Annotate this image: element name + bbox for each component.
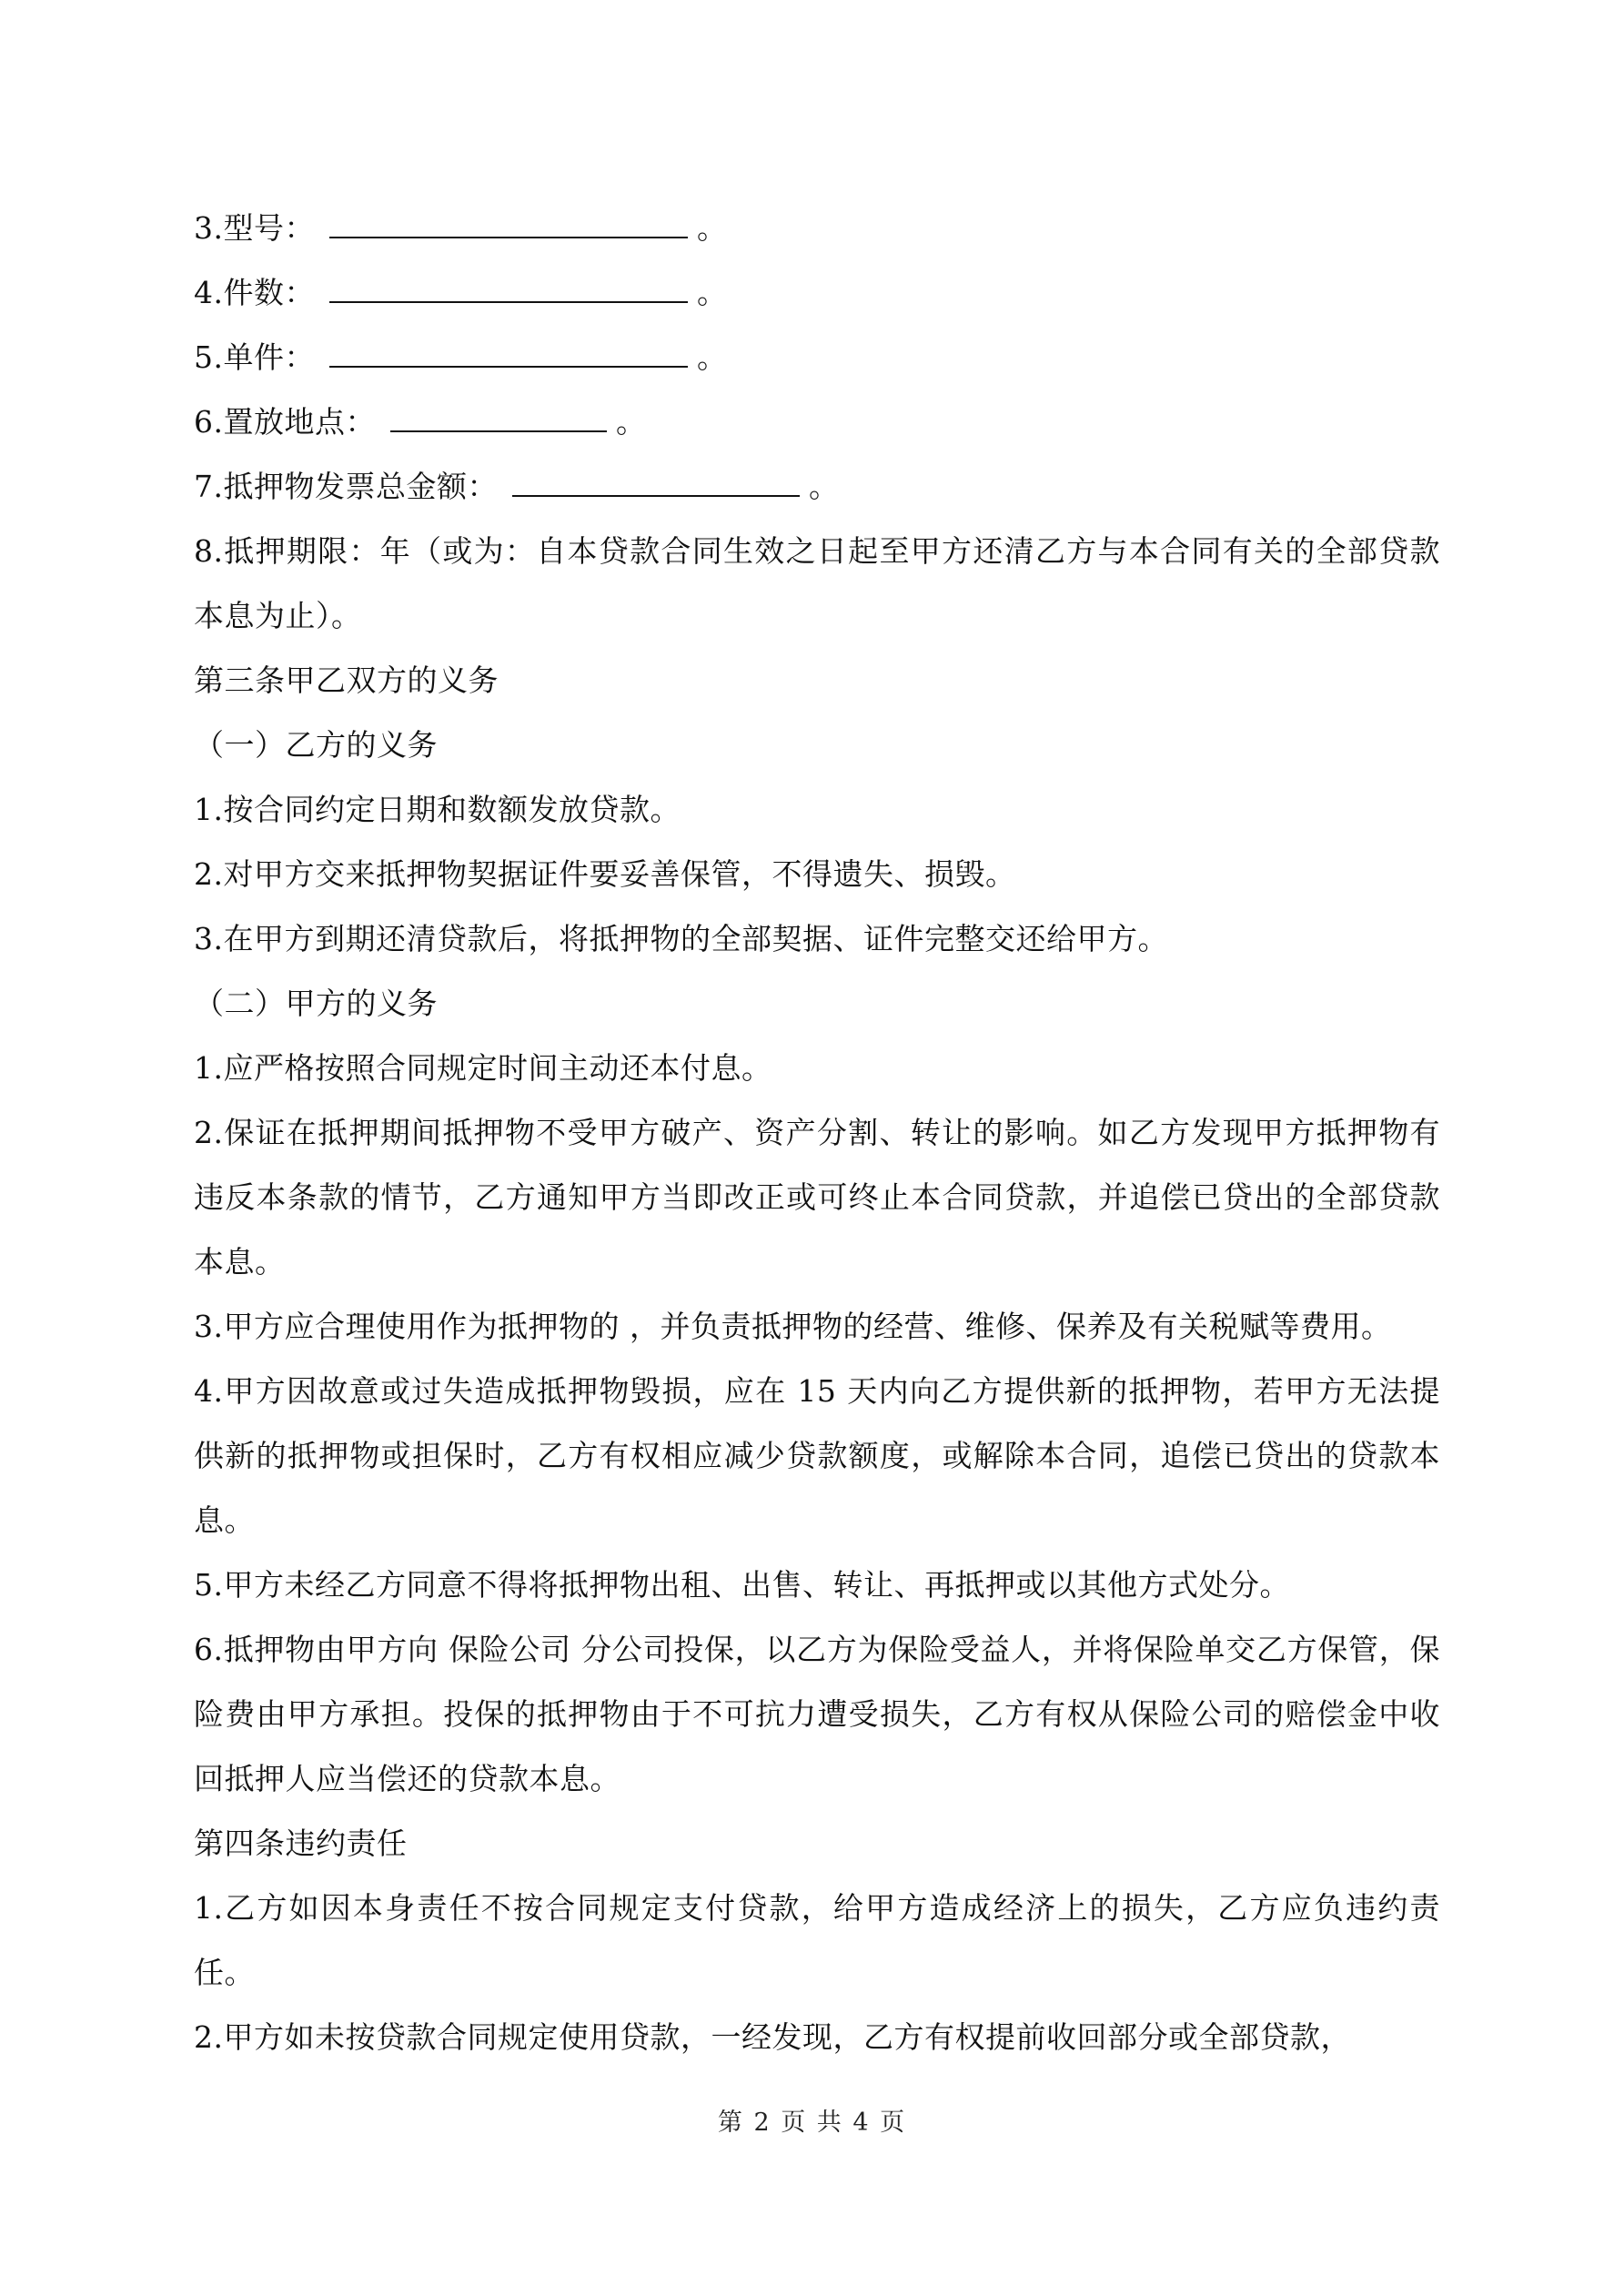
field-label: 5.单件： bbox=[194, 339, 315, 375]
party-a-duty-2: 2.保证在抵押期间抵押物不受甲方破产、资产分割、转让的影响。如乙方发现甲方抵押物有违反本条款的情节，乙方通知甲方当即改正或可终止本合同贷款，并追偿已贷出的全部贷款本息。 bbox=[194, 1115, 1440, 1279]
party-a-duty-5: 5.甲方未经乙方同意不得将抵押物出租、出售、转让、再抵押或以其他方式处分。 bbox=[194, 1567, 1290, 1603]
field-end: 。 bbox=[697, 275, 728, 310]
party-a-duty-6: 6.抵押物由甲方向 保险公司 分公司投保，以乙方为保险受益人，并将保险单交乙方保管，保险费由甲方承担。投保的抵押物由于不可抗力遭受损失，乙方有权从保险公司的赔偿金中收回抵押人应当偿还的贷款本息。 bbox=[194, 1632, 1440, 1796]
field-end: 。 bbox=[697, 339, 728, 375]
liability-clause-2: 2.甲方如未按贷款合同规定使用贷款，一经发现，乙方有权提前收回部分或全部贷款， bbox=[194, 2019, 1351, 2055]
party-a-duty-1: 1.应严格按照合同规定时间主动还本付息。 bbox=[194, 1050, 772, 1086]
field-label: 7.抵押物发票总金额： bbox=[194, 469, 498, 504]
fill-blank bbox=[329, 339, 688, 368]
field-model bbox=[194, 196, 1440, 260]
field-label: 3.型号： bbox=[194, 210, 315, 246]
section-party-b-duties-title: （一）乙方的义务 bbox=[194, 727, 438, 763]
field-invoice-amount bbox=[194, 454, 1440, 519]
party-a-duty-3: 3.甲方应合理使用作为抵押物的 ，并负责抵押物的经营、维修、保养及有关税赋等费用。 bbox=[194, 1309, 1392, 1344]
document-body bbox=[194, 196, 1440, 2069]
field-end: 。 bbox=[809, 469, 840, 504]
party-b-duty-1: 1.按合同约定日期和数额发放贷款。 bbox=[194, 792, 681, 827]
party-b-duty-3: 3.在甲方到期还清贷款后，将抵押物的全部契据、证件完整交还给甲方。 bbox=[194, 921, 1168, 956]
field-end: 。 bbox=[616, 404, 647, 440]
field-end: 。 bbox=[697, 210, 728, 246]
field-location bbox=[194, 389, 1440, 454]
field-label: 4.件数： bbox=[194, 275, 315, 310]
fill-blank bbox=[329, 209, 688, 238]
mortgage-term-paragraph: 8.抵押期限：年（或为：自本贷款合同生效之日起至甲方还清乙方与本合同有关的全部贷款本息为止）。 bbox=[194, 533, 1440, 633]
fill-blank bbox=[390, 403, 607, 432]
fill-blank bbox=[329, 274, 688, 303]
page-footer: 第 2 页 共 4 页 bbox=[717, 2109, 907, 2137]
fill-blank bbox=[512, 468, 800, 497]
field-count bbox=[194, 260, 1440, 325]
field-label: 6.置放地点： bbox=[194, 404, 376, 440]
article-4-title: 第四条违约责任 bbox=[194, 1826, 408, 1861]
article-3-title: 第三条甲乙双方的义务 bbox=[194, 663, 499, 698]
party-b-duty-2: 2.对甲方交来抵押物契据证件要妥善保管，不得遗失、损毁。 bbox=[194, 856, 1016, 892]
field-unit bbox=[194, 325, 1440, 389]
section-party-a-duties-title: （二）甲方的义务 bbox=[194, 986, 438, 1021]
party-a-duty-4: 4.甲方因故意或过失造成抵押物毁损，应在 15 天内向乙方提供新的抵押物，若甲方无法提供新的抵押物或担保时，乙方有权相应减少贷款额度，或解除本合同，追偿已贷出的贷款本息。 bbox=[194, 1373, 1440, 1538]
liability-clause-1: 1.乙方如因本身责任不按合同规定支付贷款，给甲方造成经济上的损失，乙方应负违约责任。 bbox=[194, 1890, 1440, 1990]
